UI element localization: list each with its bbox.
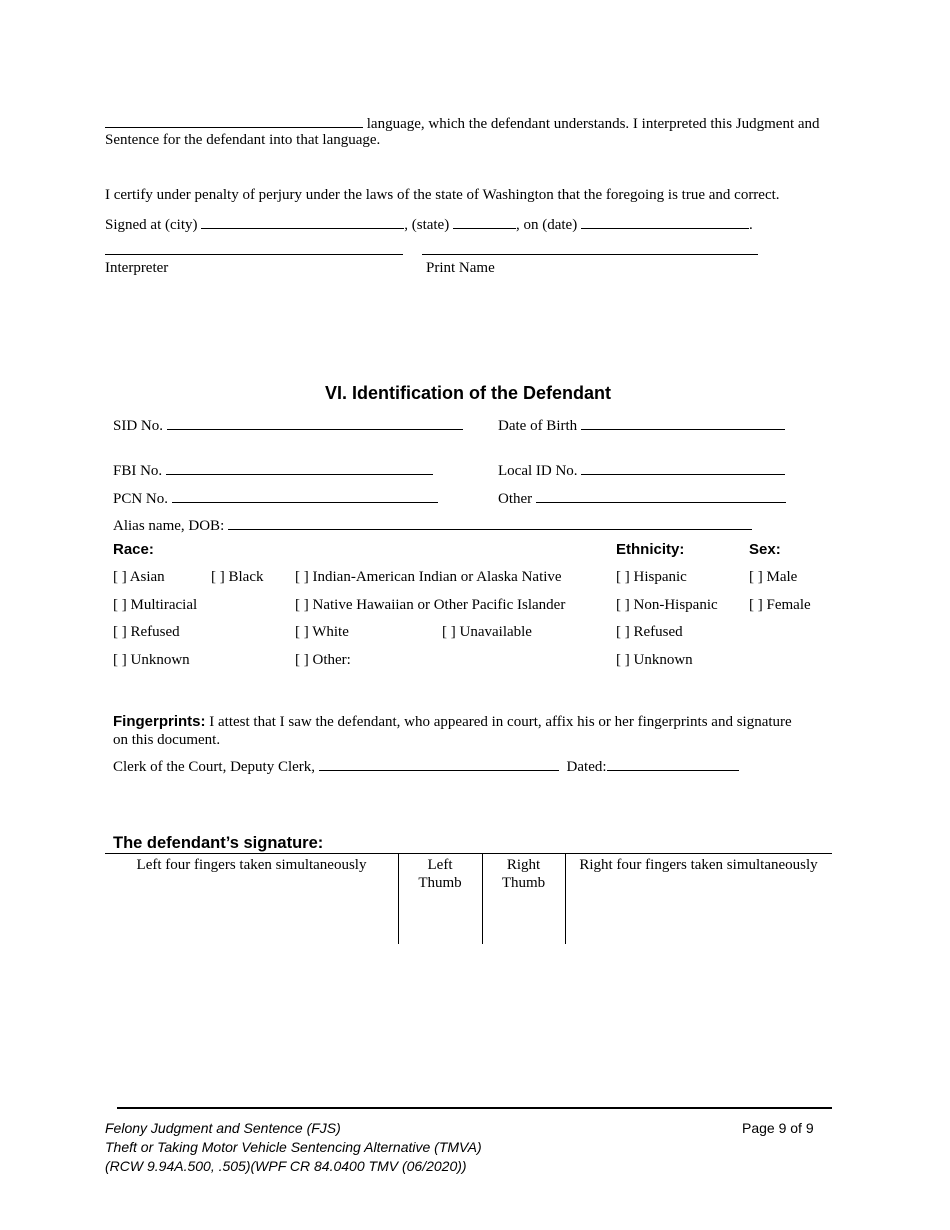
race-unknown-option[interactable] (113, 652, 190, 669)
fbi-field[interactable] (166, 460, 433, 475)
sex-female-option[interactable] (749, 597, 811, 614)
option-label: Black (228, 569, 264, 585)
local-id-field[interactable] (581, 460, 785, 475)
interpreter-label: Interpreter (105, 260, 169, 276)
page-number: Page 9 of 9 (742, 1120, 814, 1136)
sid-field[interactable] (167, 415, 463, 430)
state-label: , (state) (404, 217, 450, 233)
alias-line (113, 515, 752, 535)
checkbox[interactable]: [ ] (211, 569, 225, 585)
checkbox[interactable]: [ ] (113, 569, 127, 585)
checkbox[interactable]: [ ] (442, 624, 456, 640)
certify-text: I certify under penalty of perjury under the laws of the state of Washington that the foregoing is true and correct. (105, 187, 780, 203)
option-label: Native Hawaiian or Other Pacific Islander (312, 597, 566, 613)
checkbox[interactable]: [ ] (295, 624, 309, 640)
fingerprints-text: I attest that I saw the defendant, who appeared in court, affix his or her fingerprints and signature (209, 714, 792, 730)
checkbox[interactable]: [ ] (616, 652, 630, 668)
signature-line[interactable] (105, 853, 832, 854)
race-other-option[interactable] (295, 652, 351, 669)
left-thumb-line-1: Left (427, 857, 453, 873)
language-field[interactable] (105, 113, 363, 128)
checkbox[interactable]: [ ] (113, 624, 127, 640)
dated-field[interactable] (607, 756, 739, 771)
ethnicity-header: Ethnicity: (616, 541, 685, 558)
race-asian-option[interactable] (113, 569, 165, 586)
period: . (748, 217, 753, 233)
sex-header: Sex: (749, 541, 781, 558)
right-thumb-line-1: Right (506, 857, 541, 873)
option-label: Unavailable (459, 624, 532, 640)
fingerprints-text-2: on this document. (113, 732, 221, 748)
race-hawaiian-option[interactable] (295, 597, 565, 614)
option-label: Non-Hispanic (633, 597, 718, 613)
checkbox[interactable]: [ ] (749, 597, 763, 613)
option-label: Multiracial (130, 597, 198, 613)
left-thumb-line-2: Thumb (418, 875, 462, 891)
alias-field[interactable] (228, 515, 752, 530)
checkbox[interactable]: [ ] (295, 597, 309, 613)
local-id-label: Local ID No. (498, 463, 578, 479)
ethnicity-refused-option[interactable] (616, 624, 683, 641)
dob-line (498, 415, 785, 435)
state-field[interactable] (453, 214, 516, 229)
race-header: Race: (113, 541, 154, 558)
fbi-label: FBI No. (113, 463, 163, 479)
local-id-line (498, 460, 785, 480)
sid-label: SID No. (113, 418, 164, 434)
section-title: VI. Identification of the Defendant (324, 383, 611, 403)
checkbox[interactable]: [ ] (616, 569, 630, 585)
signature-title: The defendant’s signature: (113, 834, 324, 852)
date-field[interactable] (581, 214, 749, 229)
option-label: Indian-American Indian or Alaska Native (312, 569, 562, 585)
other-id-field[interactable] (536, 488, 786, 503)
interpreter-signature-line[interactable] (105, 254, 403, 255)
fingerprints-paragraph (113, 713, 792, 731)
right-thumb-line-2: Thumb (501, 875, 546, 891)
other-id-label: Other (498, 491, 533, 507)
option-label: Unknown (633, 652, 693, 668)
option-label: Other: (312, 652, 351, 668)
option-label: Hispanic (633, 569, 687, 585)
option-label: Refused (633, 624, 683, 640)
left-four-fingers-label: Left four fingers taken simultaneously (136, 857, 367, 873)
checkbox[interactable]: [ ] (113, 652, 127, 668)
ethnicity-non-hispanic-option[interactable] (616, 597, 718, 614)
footer-line-2: Theft or Taking Motor Vehicle Sentencing Alternative (TMVA) (105, 1139, 482, 1155)
race-white-option[interactable] (295, 624, 349, 641)
right-four-fingers-label: Right four fingers taken simultaneously (579, 857, 818, 873)
sid-line (113, 415, 463, 435)
checkbox[interactable]: [ ] (113, 597, 127, 613)
checkbox[interactable]: [ ] (616, 624, 630, 640)
footer-line-1: Felony Judgment and Sentence (FJS) (105, 1120, 341, 1136)
ethnicity-hispanic-option[interactable] (616, 569, 687, 586)
pcn-field[interactable] (172, 488, 438, 503)
clerk-line (113, 756, 739, 776)
option-label: White (312, 624, 349, 640)
sex-male-option[interactable] (749, 569, 797, 586)
option-label: Female (766, 597, 811, 613)
dated-label: Dated: (566, 759, 607, 775)
left-thumb-label (398, 856, 482, 892)
city-field[interactable] (201, 214, 404, 229)
race-black-option[interactable] (211, 569, 264, 586)
option-label: Refused (130, 624, 180, 640)
dob-label: Date of Birth (498, 418, 578, 434)
language-line (105, 113, 820, 133)
ethnicity-unknown-option[interactable] (616, 652, 693, 669)
race-refused-option[interactable] (113, 624, 180, 641)
race-multiracial-option[interactable] (113, 597, 197, 614)
fbi-line (113, 460, 433, 480)
race-indian-option[interactable] (295, 569, 562, 586)
checkbox[interactable]: [ ] (295, 652, 309, 668)
language-text: language, which the defendant understands. I interpreted this Judgment and (366, 116, 820, 132)
date-label: , on (date) (515, 217, 578, 233)
checkbox[interactable]: [ ] (616, 597, 630, 613)
race-unavailable-option[interactable] (442, 624, 532, 641)
clerk-label: Clerk of the Court, Deputy Clerk, (113, 759, 316, 775)
alias-label: Alias name, DOB: (113, 518, 225, 534)
checkbox[interactable]: [ ] (295, 569, 309, 585)
pcn-label: PCN No. (113, 491, 169, 507)
language-text-2: Sentence for the defendant into that language. (105, 132, 381, 148)
checkbox[interactable]: [ ] (749, 569, 763, 585)
clerk-field[interactable] (319, 756, 559, 771)
right-thumb-label (482, 856, 565, 892)
fingerprints-label: Fingerprints: (113, 713, 206, 730)
signed-at-label: Signed at (city) (105, 217, 198, 233)
option-label: Male (766, 569, 798, 585)
footer-rule (117, 1107, 832, 1109)
footer-line-3: (RCW 9.94A.500, .505)(WPF CR 84.0400 TMV (06/2020)) (105, 1158, 467, 1174)
option-label: Asian (129, 569, 165, 585)
other-id-line (498, 488, 786, 508)
option-label: Unknown (130, 652, 190, 668)
dob-field[interactable] (581, 415, 785, 430)
pcn-line (113, 488, 438, 508)
print-name-line[interactable] (422, 254, 758, 255)
signed-at-line (105, 214, 753, 234)
print-name-label: Print Name (426, 260, 495, 276)
